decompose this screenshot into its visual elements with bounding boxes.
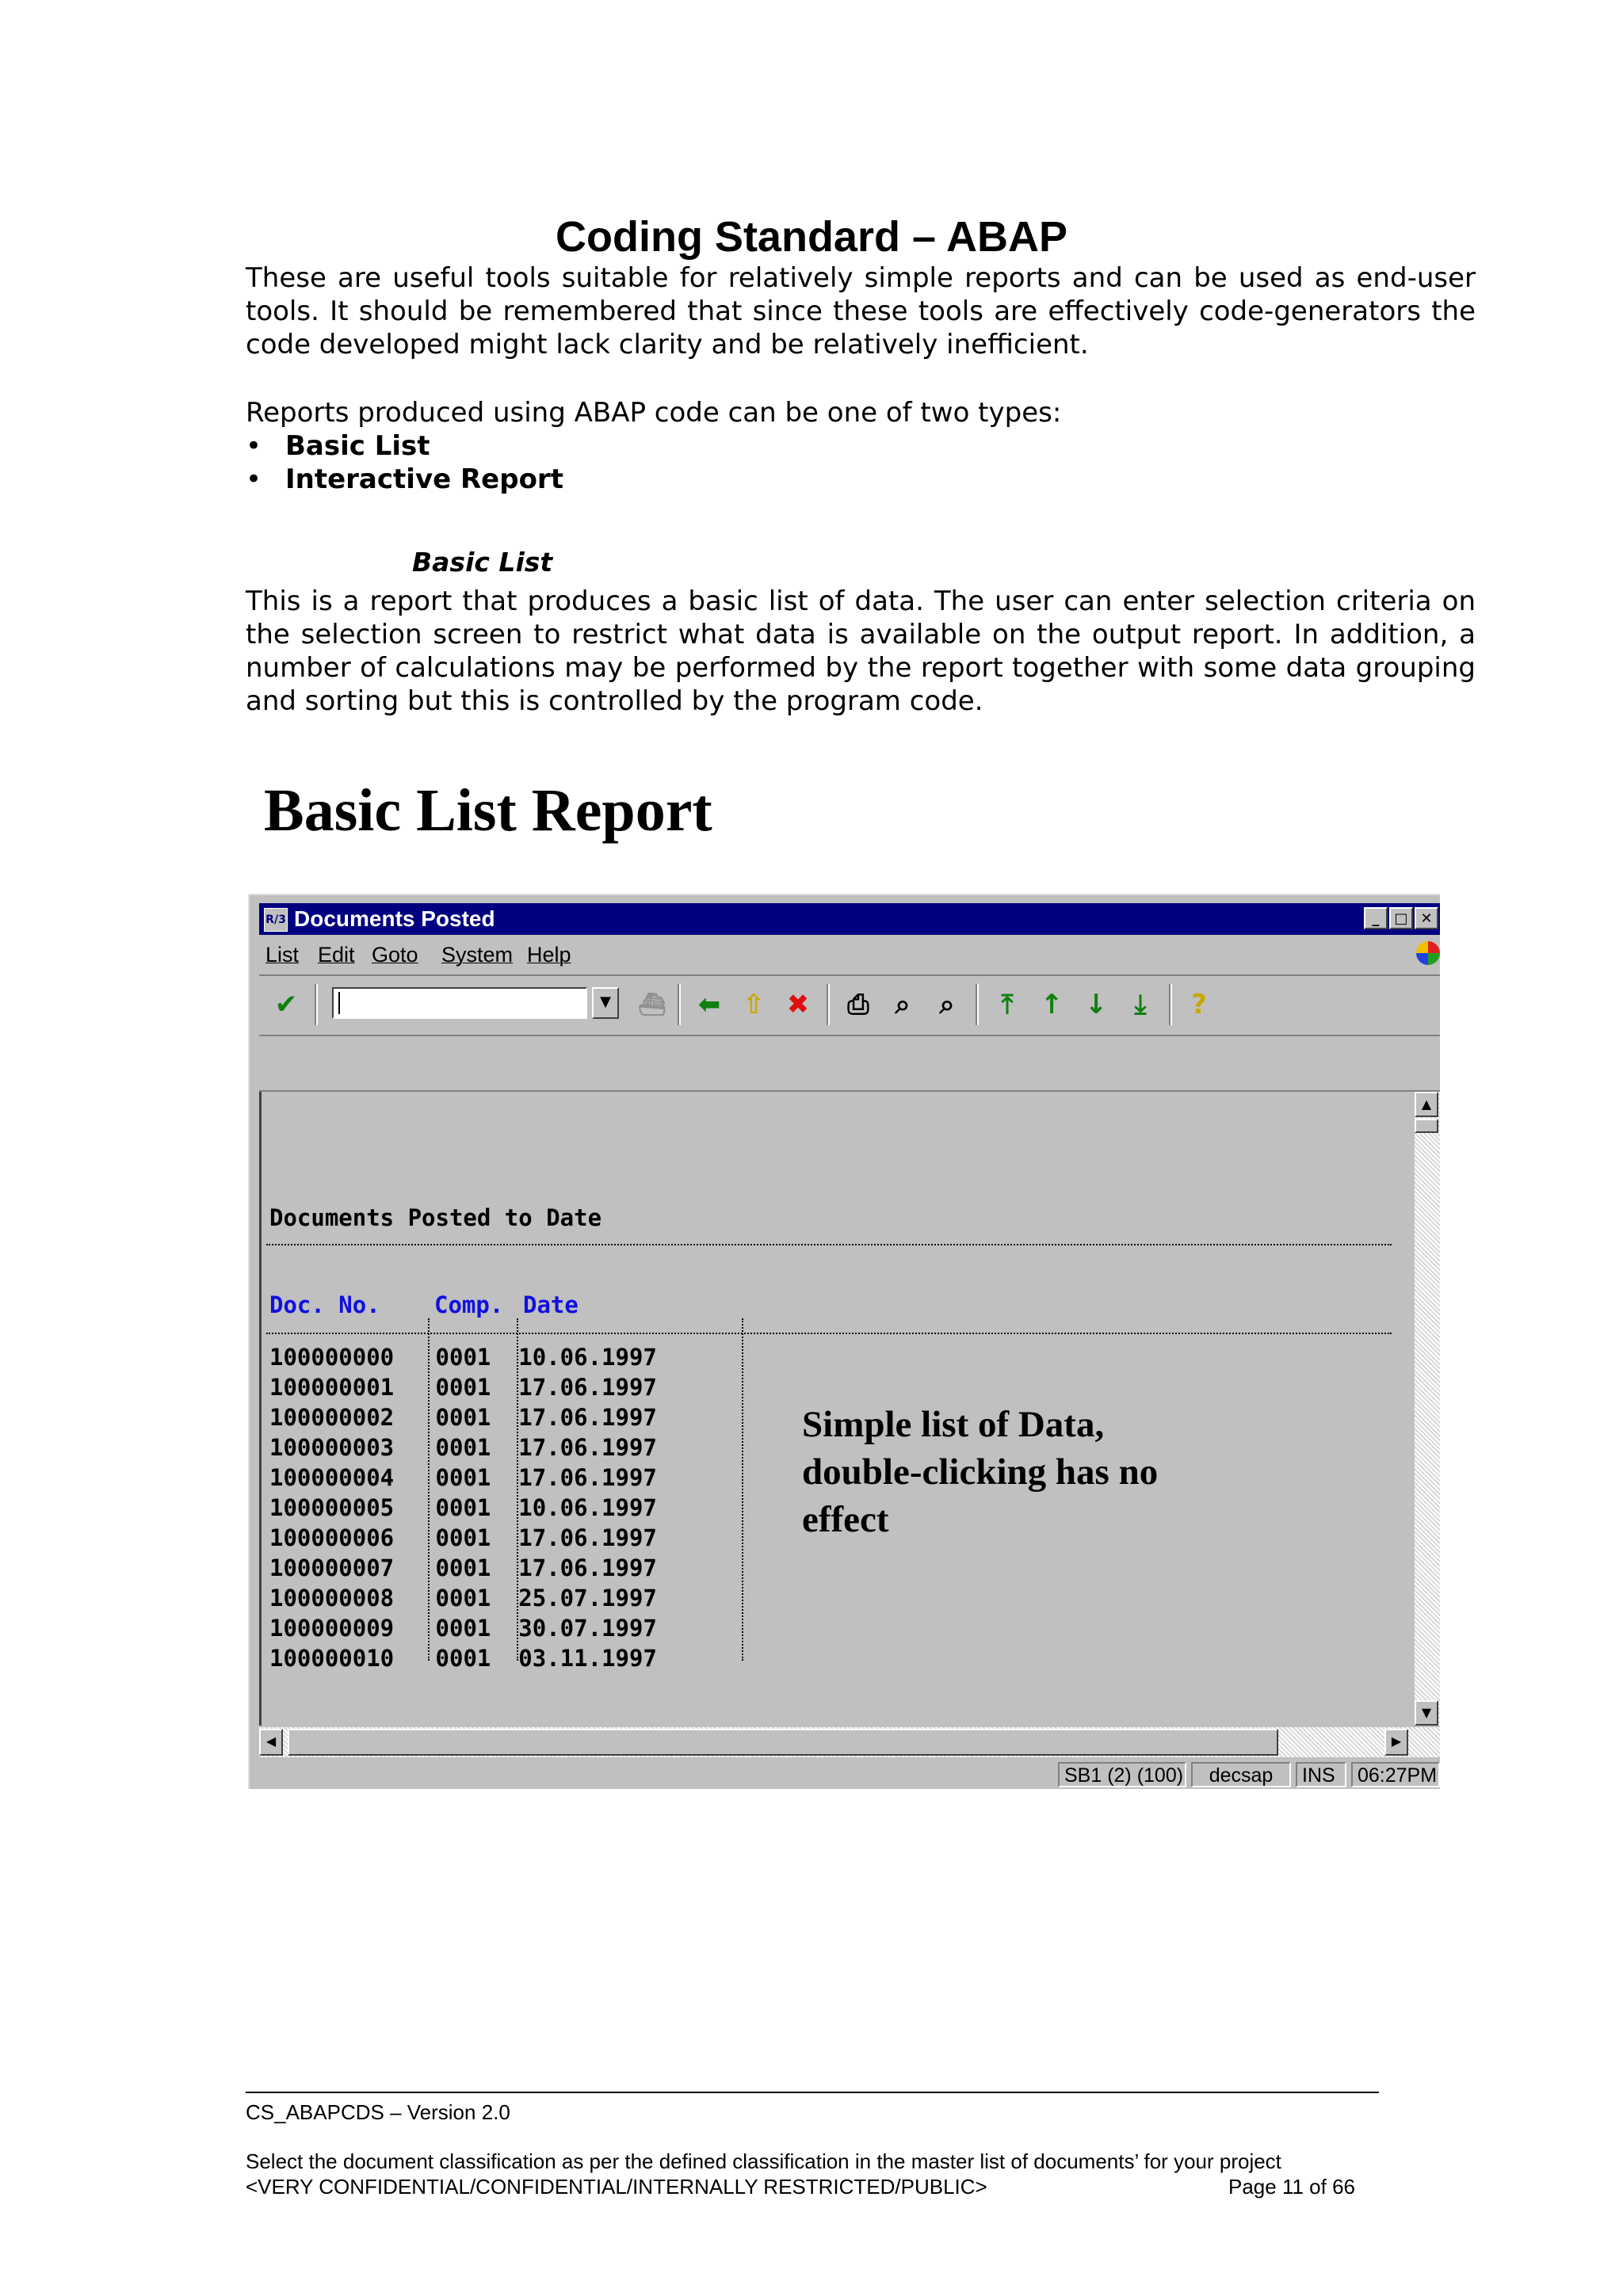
bullet-icon: • bbox=[246, 430, 262, 462]
table-row bbox=[269, 1613, 657, 1643]
window-title: Documents Posted bbox=[294, 906, 495, 931]
column-header-comp: Comp. bbox=[434, 1291, 504, 1318]
status-session: SB1 (2) (100) bbox=[1058, 1762, 1186, 1787]
list-output-area bbox=[259, 1092, 1415, 1726]
comp-cell: 0001 bbox=[435, 1464, 491, 1491]
table-row bbox=[269, 1342, 657, 1372]
previous-page-icon[interactable]: ↑ bbox=[1040, 989, 1064, 1020]
basic-list-paragraph: This is a report that produces a basic list of data. The user can enter selection criteria on the selection screen to restrict what data is available on the output report. In addition, a number of calculations may be performed by the report together with some data grouping and sorting but this is controlled by the program code. bbox=[246, 585, 1476, 717]
date-cell: 10.06.1997 bbox=[518, 1344, 657, 1371]
bullet-item bbox=[246, 429, 430, 463]
save-icon: ⛴ bbox=[638, 991, 666, 1017]
dotted-separator bbox=[266, 1333, 1392, 1334]
toolbar-separator bbox=[1169, 984, 1172, 1025]
status-time: 06:27PM bbox=[1351, 1762, 1440, 1787]
date-cell: 17.06.1997 bbox=[518, 1374, 657, 1401]
scroll-thumb[interactable] bbox=[288, 1729, 1278, 1756]
toolbar-separator bbox=[678, 984, 681, 1025]
date-cell: 17.06.1997 bbox=[518, 1434, 657, 1461]
comp-cell: 0001 bbox=[435, 1374, 491, 1401]
doc-no-cell: 100000010 bbox=[269, 1645, 395, 1672]
toolbar-separator bbox=[976, 984, 979, 1025]
date-cell: 17.06.1997 bbox=[518, 1404, 657, 1431]
bullet-label: Basic List bbox=[285, 430, 430, 462]
table-row bbox=[269, 1432, 657, 1463]
footer-classification: <VERY CONFIDENTIAL/CONFIDENTIAL/INTERNALLY RESTRICTED/PUBLIC> bbox=[246, 2175, 987, 2199]
date-cell: 17.06.1997 bbox=[518, 1554, 657, 1581]
minimize-button[interactable]: _ bbox=[1364, 907, 1388, 929]
next-page-icon[interactable]: ↓ bbox=[1084, 989, 1108, 1020]
column-header-date: Date bbox=[523, 1291, 579, 1318]
last-page-icon[interactable]: ⤓ bbox=[1134, 989, 1147, 1020]
back-arrow-icon[interactable]: ⬅ bbox=[697, 989, 721, 1020]
column-divider bbox=[742, 1318, 743, 1661]
cancel-x-icon[interactable]: ✖ bbox=[786, 989, 810, 1020]
date-cell: 17.06.1997 bbox=[518, 1524, 657, 1551]
help-question-icon[interactable]: ? bbox=[1191, 989, 1207, 1020]
text-caret bbox=[338, 992, 340, 1014]
section-subheading: Basic List bbox=[412, 547, 553, 578]
menu-goto[interactable]: Goto bbox=[372, 943, 418, 967]
enter-checkmark-icon[interactable]: ✔ bbox=[274, 989, 298, 1020]
doc-no-cell: 100000002 bbox=[269, 1404, 395, 1431]
comp-cell: 0001 bbox=[435, 1494, 491, 1521]
standard-toolbar bbox=[259, 974, 1440, 1036]
application-toolbar bbox=[259, 1035, 1440, 1092]
maximize-button[interactable]: □ bbox=[1389, 907, 1413, 929]
scroll-left-arrow-icon[interactable]: ◀ bbox=[259, 1729, 283, 1756]
status-mode: INS bbox=[1296, 1762, 1346, 1787]
list-title: Documents Posted to Date bbox=[269, 1204, 602, 1231]
close-button[interactable]: ✕ bbox=[1415, 907, 1438, 929]
comp-cell: 0001 bbox=[435, 1524, 491, 1551]
table-row bbox=[269, 1493, 657, 1523]
find-next-icon[interactable]: ⌕ bbox=[939, 989, 955, 1020]
bullet-icon: • bbox=[246, 463, 262, 495]
scroll-right-arrow-icon[interactable]: ▶ bbox=[1384, 1729, 1408, 1756]
doc-no-cell: 100000009 bbox=[269, 1615, 395, 1642]
comp-cell: 0001 bbox=[435, 1615, 491, 1642]
sap-window-icon: R/3 bbox=[264, 908, 288, 932]
horizontal-scrollbar[interactable] bbox=[259, 1727, 1440, 1757]
bullet-label: Interactive Report bbox=[285, 463, 563, 495]
report-title: Basic List Report bbox=[264, 777, 712, 844]
doc-no-cell: 100000000 bbox=[269, 1344, 395, 1371]
footer-divider bbox=[246, 2092, 1379, 2093]
scroll-down-arrow-icon[interactable]: ▼ bbox=[1415, 1700, 1438, 1726]
doc-no-cell: 100000006 bbox=[269, 1524, 395, 1551]
date-cell: 25.07.1997 bbox=[518, 1585, 657, 1611]
types-intro: Reports produced using ABAP code can be one of two types: bbox=[246, 397, 1062, 429]
date-cell: 17.06.1997 bbox=[518, 1464, 657, 1491]
vertical-scrollbar[interactable] bbox=[1415, 1092, 1440, 1726]
table-row bbox=[269, 1402, 657, 1432]
footer-page-number: Page 11 of 66 bbox=[1228, 2175, 1355, 2199]
command-field[interactable] bbox=[332, 987, 587, 1019]
comp-cell: 0001 bbox=[435, 1344, 491, 1371]
find-binoculars-icon[interactable]: ⌕ bbox=[895, 989, 911, 1020]
comp-cell: 0001 bbox=[435, 1645, 491, 1672]
menu-edit[interactable]: Edit bbox=[318, 943, 355, 967]
toolbar-separator bbox=[315, 984, 318, 1025]
toolbar-separator bbox=[827, 984, 830, 1025]
doc-no-cell: 100000007 bbox=[269, 1554, 395, 1581]
table-row bbox=[269, 1463, 657, 1493]
print-icon[interactable]: ⎙ bbox=[847, 989, 869, 1020]
table-row bbox=[269, 1583, 657, 1613]
doc-no-cell: 100000008 bbox=[269, 1585, 395, 1611]
menu-system[interactable]: System bbox=[441, 943, 514, 967]
comp-cell: 0001 bbox=[435, 1554, 491, 1581]
menu-help[interactable]: Help bbox=[527, 943, 571, 967]
sap-window bbox=[248, 894, 1440, 1789]
footer-version: CS_ABAPCDS – Version 2.0 bbox=[246, 2100, 510, 2124]
table-row bbox=[269, 1553, 657, 1583]
comp-cell: 0001 bbox=[435, 1434, 491, 1461]
doc-no-cell: 100000004 bbox=[269, 1464, 395, 1491]
date-cell: 10.06.1997 bbox=[518, 1494, 657, 1521]
exit-up-arrow-icon[interactable]: ⇧ bbox=[742, 989, 766, 1020]
menu-list[interactable]: List bbox=[265, 943, 300, 967]
footer-classification-note: Select the document classification as per the defined classification in the master list of documents’ for your project bbox=[246, 2149, 1281, 2173]
bullet-item bbox=[246, 463, 563, 496]
first-page-icon[interactable]: ⤒ bbox=[1001, 989, 1014, 1020]
scroll-up-arrow-icon[interactable]: ▲ bbox=[1415, 1092, 1438, 1117]
date-cell: 30.07.1997 bbox=[518, 1615, 657, 1642]
annotation-callout: Simple list of Data, double-clicking has no effect bbox=[802, 1404, 1159, 1540]
scroll-thumb[interactable] bbox=[1415, 1119, 1438, 1133]
intro-paragraph: These are useful tools suitable for relatively simple reports and can be used as end-user tools. It should be remembered that since these tools are effectively code-generators the code developed might lack clarity and be relatively inefficient. bbox=[246, 262, 1476, 360]
dotted-separator bbox=[266, 1244, 1392, 1245]
comp-cell: 0001 bbox=[435, 1404, 491, 1431]
status-bar bbox=[259, 1759, 1440, 1789]
doc-no-cell: 100000003 bbox=[269, 1434, 395, 1461]
date-cell: 03.11.1997 bbox=[518, 1645, 657, 1672]
table-row bbox=[269, 1372, 657, 1402]
table-row bbox=[269, 1643, 657, 1673]
command-dropdown-button[interactable]: ▼ bbox=[592, 987, 619, 1019]
doc-no-cell: 100000005 bbox=[269, 1494, 395, 1521]
status-server: decsap bbox=[1191, 1762, 1291, 1787]
page-title: Coding Standard – ABAP bbox=[555, 213, 1068, 261]
table-row bbox=[269, 1523, 657, 1553]
menu-bar bbox=[259, 936, 1440, 973]
doc-no-cell: 100000001 bbox=[269, 1374, 395, 1401]
sap-logo-icon bbox=[1416, 941, 1440, 965]
column-header-doc-no: Doc. No. bbox=[269, 1291, 380, 1318]
comp-cell: 0001 bbox=[435, 1585, 491, 1611]
title-bar bbox=[259, 903, 1440, 935]
